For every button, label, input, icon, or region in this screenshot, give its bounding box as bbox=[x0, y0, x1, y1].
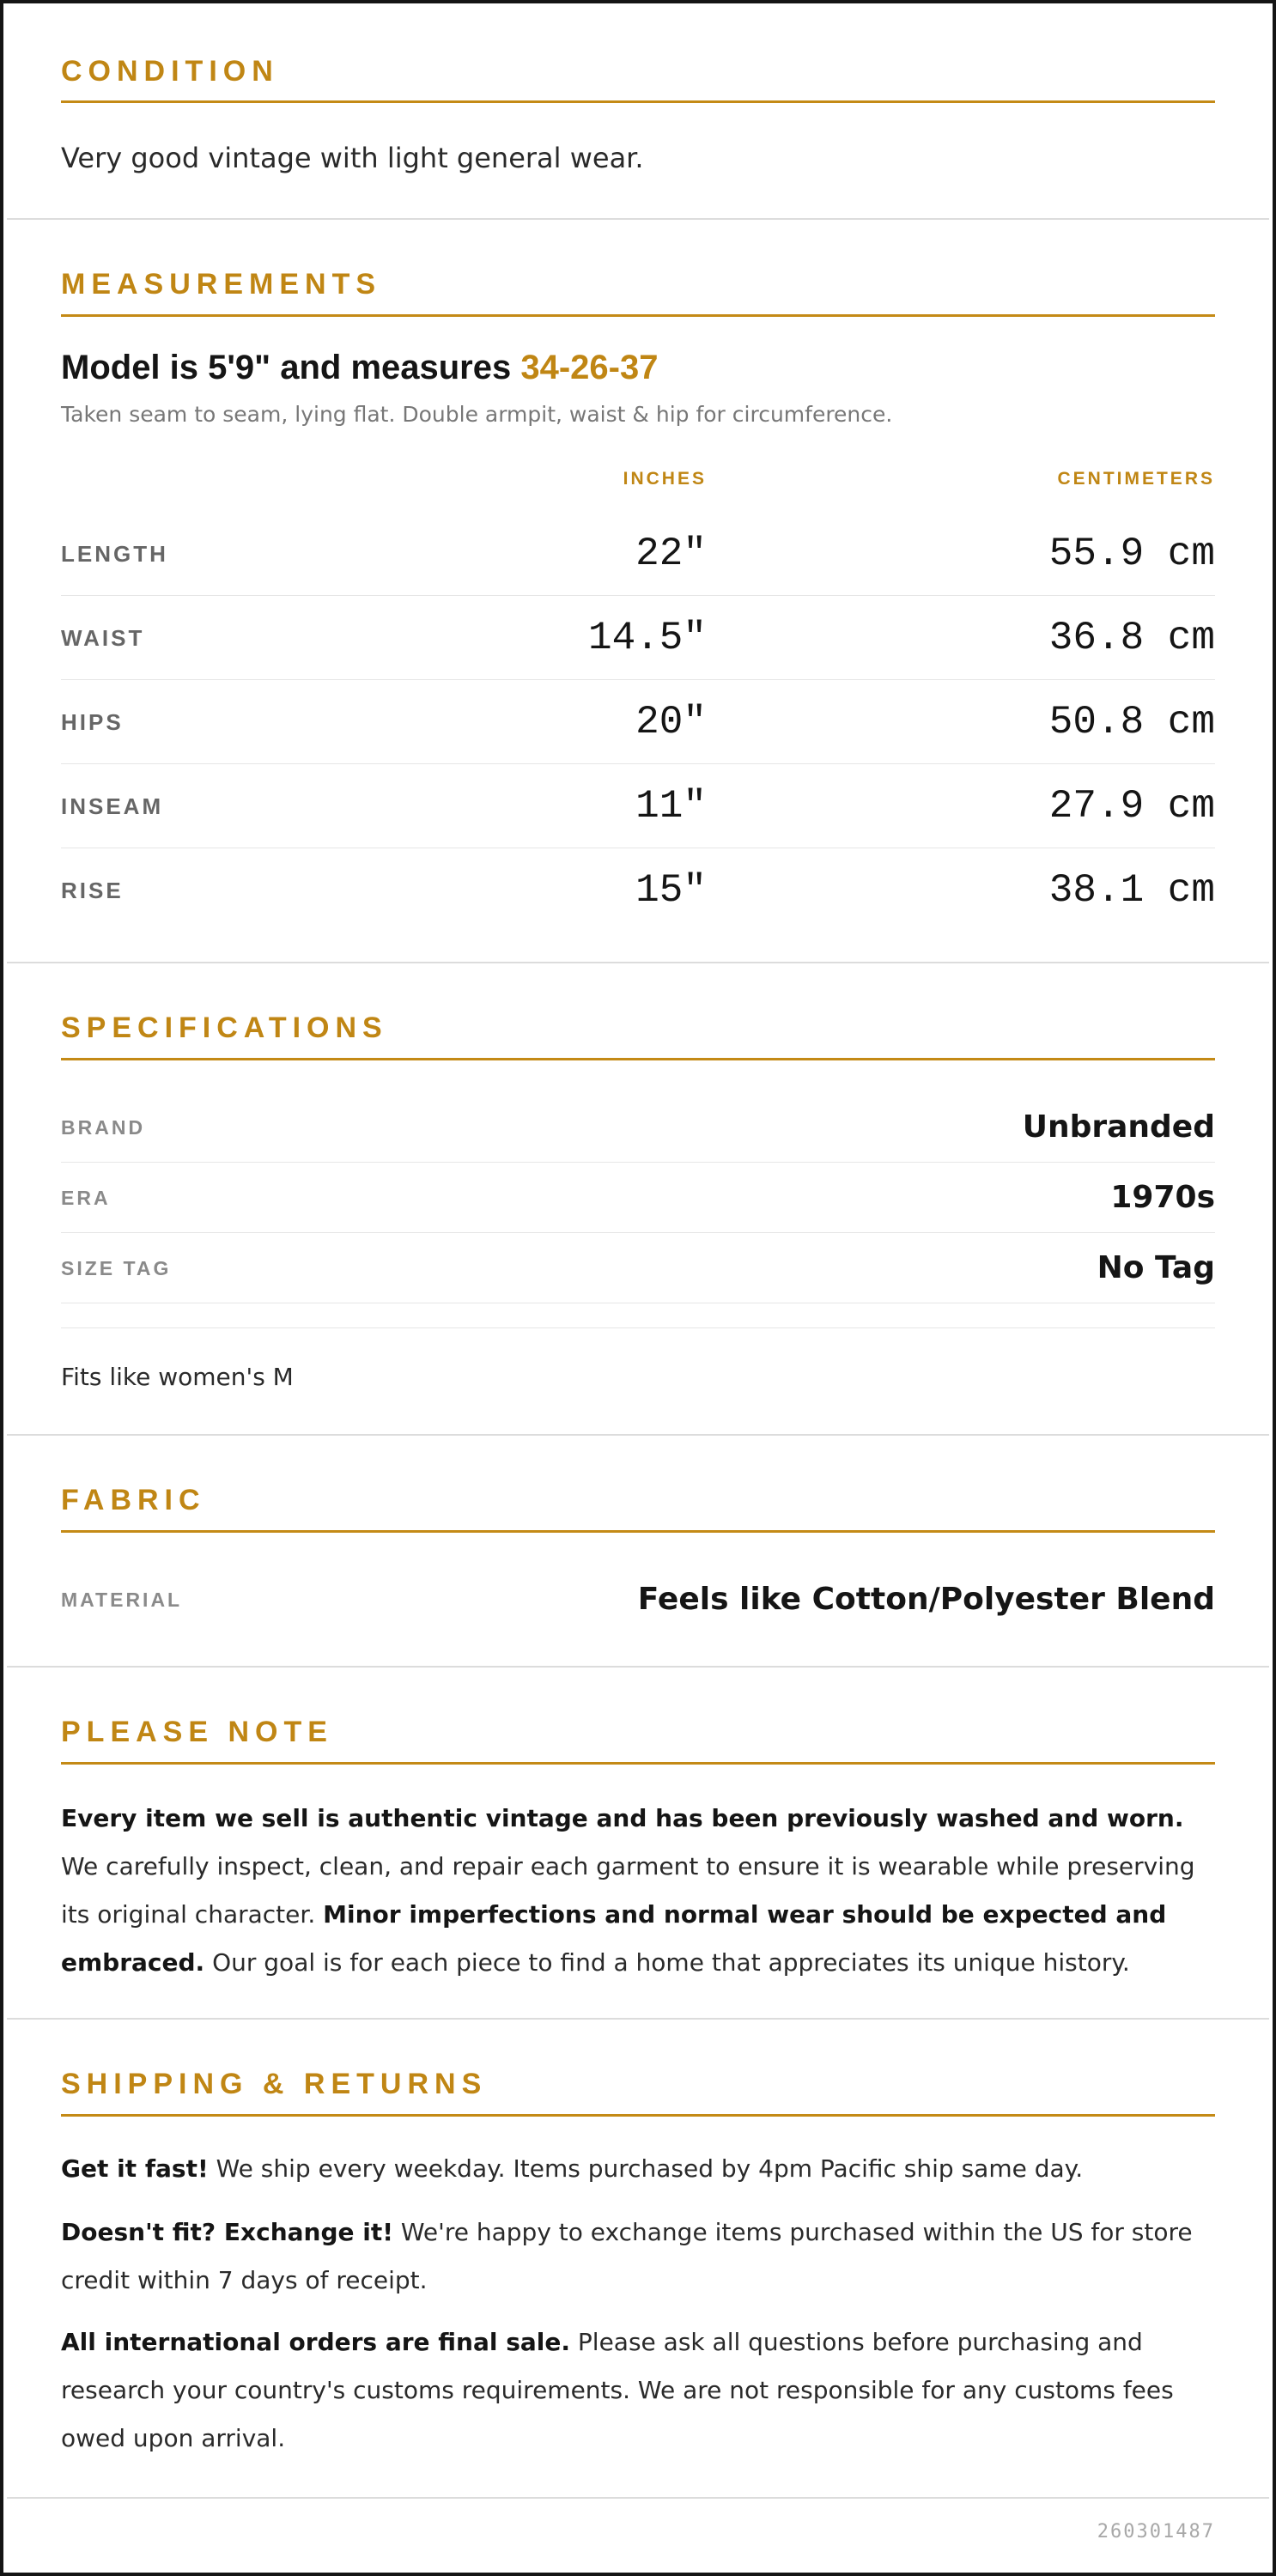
spec-value: Unbranded bbox=[1022, 1109, 1215, 1145]
footer-code: 260301487 bbox=[1097, 2521, 1215, 2543]
spec-label: ERA bbox=[61, 1187, 111, 1209]
spec-row bbox=[61, 1092, 1215, 1163]
specifications-section bbox=[7, 963, 1269, 1434]
shipping-text-1: We ship every weekday. Items purchased by 4pm Pacific ship same day. bbox=[208, 2154, 1084, 2183]
condition-section bbox=[7, 3, 1269, 218]
shipping-heading: SHIPPING & RETURNS bbox=[61, 2068, 488, 2100]
measurements-note: Taken seam to seam, lying flat. Double armpit, waist & hip for circumference. bbox=[61, 402, 893, 427]
model-value: 34-26-37 bbox=[520, 349, 659, 386]
measurement-centimeters: 36.8 cm bbox=[1048, 616, 1215, 660]
shipping-heading-rule bbox=[61, 2114, 1215, 2117]
measurement-row bbox=[61, 596, 1215, 680]
shipping-bold-1: Get it fast! bbox=[61, 2154, 209, 2183]
condition-heading-rule bbox=[61, 100, 1215, 103]
spec-row-material bbox=[61, 1564, 1215, 1635]
please-note-section bbox=[7, 1668, 1269, 2018]
measurement-row bbox=[61, 680, 1215, 764]
measurements-heading-rule bbox=[61, 314, 1215, 317]
measurements-section bbox=[7, 220, 1269, 962]
shipping-paragraph-3 bbox=[61, 2318, 1215, 2463]
spec-label: SIZE TAG bbox=[61, 1257, 172, 1279]
spec-separator bbox=[61, 1327, 1215, 1328]
shipping-text-2: We're happy to exchange items purchased within the US for store credit within 7 days of receipt. bbox=[61, 2218, 1193, 2294]
spec-value: 1970s bbox=[1110, 1180, 1215, 1215]
measurement-inches: 22" bbox=[635, 532, 707, 576]
please-note-text-1: We carefully inspect, clean, and repair each garment to ensure it is wearable while preserving its original character. bbox=[61, 1852, 1195, 1929]
measurement-centimeters: 55.9 cm bbox=[1048, 532, 1215, 576]
fabric-heading-rule bbox=[61, 1530, 1215, 1533]
measurements-heading: MEASUREMENTS bbox=[61, 268, 382, 301]
fabric-heading: FABRIC bbox=[61, 1484, 206, 1516]
please-note-text-2: Our goal is for each piece to find a home that appreciates its unique history. bbox=[204, 1948, 1130, 1977]
measurement-inches: 20" bbox=[635, 700, 707, 744]
shipping-paragraph-1 bbox=[61, 2145, 1215, 2193]
specifications-heading-rule bbox=[61, 1058, 1215, 1060]
model-prefix: Model is 5'9" and measures bbox=[61, 349, 521, 386]
spec-row bbox=[61, 1163, 1215, 1233]
please-note-bold-1: Every item we sell is authentic vintage and has been previously washed and worn. bbox=[61, 1804, 1184, 1832]
column-header-inches: INCHES bbox=[623, 469, 707, 489]
please-note-bold-2: Minor imperfections and normal wear should be expected and embraced. bbox=[61, 1900, 1167, 1977]
fit-note: Fits like women's M bbox=[61, 1363, 294, 1391]
please-note-text bbox=[61, 1795, 1215, 1987]
measurement-centimeters: 27.9 cm bbox=[1048, 784, 1215, 829]
shipping-section bbox=[7, 2020, 1269, 2497]
measurement-label: LENGTH bbox=[61, 541, 168, 567]
spec-value: No Tag bbox=[1097, 1250, 1215, 1285]
spec-label: BRAND bbox=[61, 1116, 146, 1139]
measurement-row bbox=[61, 512, 1215, 596]
measurement-label: INSEAM bbox=[61, 793, 164, 819]
measurement-inches: 11" bbox=[635, 784, 707, 829]
measurement-centimeters: 38.1 cm bbox=[1048, 868, 1215, 913]
please-note-heading-rule bbox=[61, 1762, 1215, 1765]
condition-heading: CONDITION bbox=[61, 55, 279, 88]
shipping-text-3: Please ask all questions before purchasing and research your country's customs requirements. We are not responsible for any customs fees owed upon arrival. bbox=[61, 2328, 1174, 2452]
measurement-centimeters: 50.8 cm bbox=[1048, 700, 1215, 744]
please-note-heading: PLEASE NOTE bbox=[61, 1716, 333, 1748]
measurement-inches: 15" bbox=[635, 868, 707, 913]
fabric-section bbox=[7, 1436, 1269, 1666]
shipping-paragraph-2 bbox=[61, 2208, 1215, 2305]
measurement-label: HIPS bbox=[61, 709, 124, 735]
column-header-centimeters: CENTIMETERS bbox=[1057, 469, 1215, 489]
spec-label: MATERIAL bbox=[61, 1589, 183, 1611]
measurement-label: WAIST bbox=[61, 625, 145, 651]
condition-text: Very good vintage with light general wear. bbox=[61, 142, 644, 174]
model-measurements bbox=[61, 349, 658, 387]
section-divider bbox=[7, 2497, 1269, 2499]
spec-value: Feels like Cotton/Polyester Blend bbox=[637, 1582, 1215, 1617]
measurement-label: RISE bbox=[61, 878, 124, 903]
measurement-row bbox=[61, 848, 1215, 933]
measurement-inches: 14.5" bbox=[587, 616, 707, 660]
shipping-bold-3: All international orders are final sale. bbox=[61, 2328, 571, 2356]
spec-row bbox=[61, 1233, 1215, 1303]
shipping-bold-2: Doesn't fit? Exchange it! bbox=[61, 2218, 393, 2246]
specifications-heading: SPECIFICATIONS bbox=[61, 1012, 388, 1044]
measurement-row bbox=[61, 764, 1215, 848]
